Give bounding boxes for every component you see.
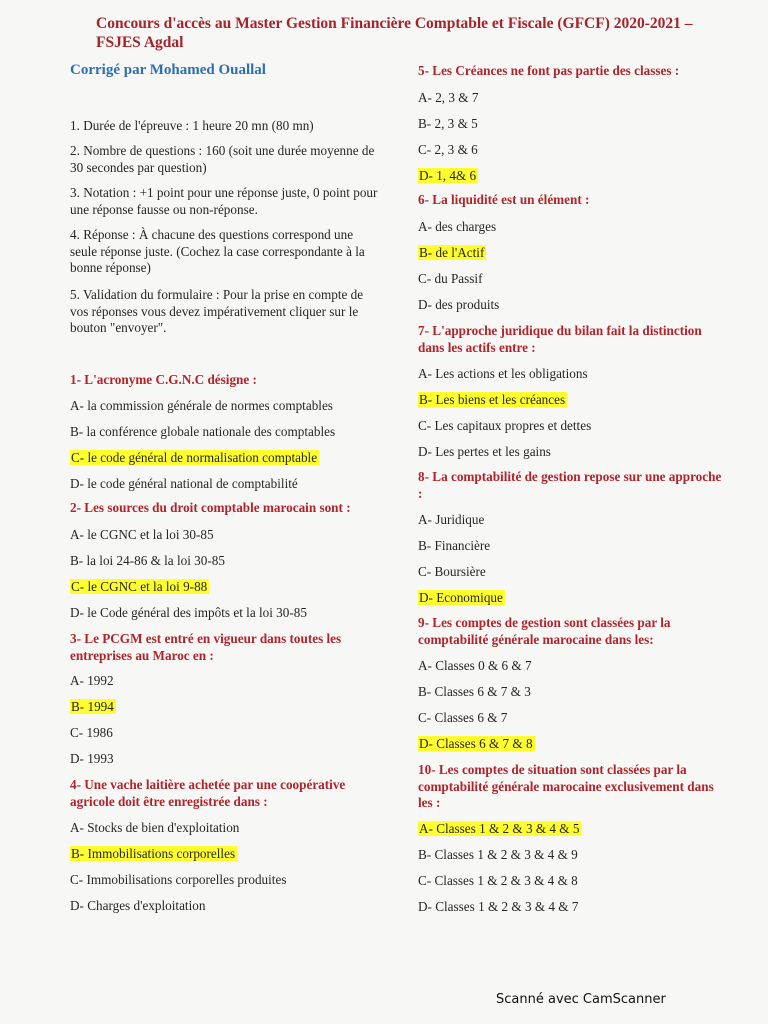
question-10: 10- Les comptes de situation sont classées par la comptabilité générale marocaine exclusivement dans les :	[418, 762, 714, 810]
answer-text: B- Classes 1 & 2 & 3 & 4 & 9	[418, 847, 578, 862]
correct-answer-highlight: D- 1, 4& 6	[419, 168, 477, 183]
question-3: 3- Le PCGM est entré en vigueur dans toutes les entreprises au Maroc en :	[70, 631, 342, 663]
answer-text: B- la conférence globale nationale des comptables	[70, 424, 336, 439]
answer-option-4-c	[70, 871, 286, 888]
correct-answer-highlight: D- Classes 6 & 7 & 8	[419, 736, 533, 751]
question-2: 2- Les sources du droit comptable marocain sont :	[70, 500, 351, 515]
answer-option-9-b	[418, 683, 531, 700]
instruction-2: 2. Nombre de questions : 160 (soit une durée moyenne de 30 secondes par question)	[70, 143, 375, 175]
correct-answer-highlight: D- Economique	[419, 590, 503, 605]
answer-text: C- Boursière	[418, 564, 486, 579]
answer-option-2-a	[70, 526, 214, 543]
answer-option-6-c	[418, 270, 482, 287]
answer-option-8-d	[418, 589, 505, 606]
document-title: Concours d'accès au Master Gestion Financière Comptable et Fiscale (GFCF) 2020-2021 – FSJES Agdal	[96, 15, 693, 51]
answer-option-8-c	[418, 563, 486, 580]
answer-text: D- Classes 1 & 2 & 3 & 4 & 7	[418, 899, 579, 914]
answer-text: D- Les pertes et les gains	[418, 444, 551, 459]
answer-text: A- Stocks de bien d'exploitation	[70, 820, 240, 835]
answer-text: A- 2, 3 & 7	[418, 90, 479, 105]
answer-option-8-b	[418, 537, 490, 554]
answer-option-5-d	[418, 167, 478, 184]
answer-option-10-d	[418, 898, 578, 915]
answer-option-7-d	[418, 443, 551, 460]
answer-text: A- Les actions et les obligations	[418, 366, 588, 381]
correct-answer-highlight: B- Les biens et les créances	[419, 392, 566, 407]
question-9: 9- Les comptes de gestion sont classées par la comptabilité générale marocaine dans les:	[418, 615, 671, 647]
correct-answer-highlight: C- le code général de normalisation comptable	[71, 450, 318, 465]
answer-text: D- des produits	[418, 297, 500, 312]
answer-option-1-a	[70, 397, 333, 414]
answer-text: A- Classes 0 & 6 & 7	[418, 658, 532, 673]
answer-option-9-c	[418, 709, 507, 726]
question-7: 7- L'approche juridique du bilan fait la distinction dans les actifs entre :	[418, 323, 702, 355]
answer-option-7-a	[418, 365, 588, 382]
correct-answer-highlight: C- le CGNC et la loi 9-88	[71, 579, 208, 594]
instruction-1: 1. Durée de l'épreuve : 1 heure 20 mn (80 mn)	[70, 118, 314, 133]
answer-option-4-d	[70, 897, 205, 914]
instruction-5: 5. Validation du formulaire : Pour la prise en compte de vos réponses vous devez impérativement cliquer sur le bouton "envoyer".	[70, 287, 364, 335]
answer-option-3-c	[70, 724, 113, 741]
answer-option-8-a	[418, 511, 484, 528]
answer-text: A- la commission générale de normes comptables	[70, 398, 333, 413]
answer-option-6-d	[418, 296, 499, 313]
answer-option-6-a	[418, 218, 496, 235]
answer-option-1-c	[70, 449, 319, 466]
answer-text: C- 2, 3 & 6	[418, 142, 478, 157]
answer-option-10-c	[418, 872, 578, 889]
answer-text: C- Classes 1 & 2 & 3 & 4 & 8	[418, 873, 578, 888]
question-6: 6- La liquidité est un élément :	[418, 192, 590, 207]
answer-option-3-a	[70, 672, 114, 689]
answer-text: B- Classes 6 & 7 & 3	[418, 684, 531, 699]
answer-text: B- 2, 3 & 5	[418, 116, 478, 131]
answer-option-3-b	[70, 698, 116, 715]
answer-option-9-a	[418, 657, 532, 674]
answer-text: B- la loi 24-86 & la loi 30-85	[70, 553, 225, 568]
answer-text: C- 1986	[70, 725, 113, 740]
answer-option-2-b	[70, 552, 225, 569]
question-5: 5- Les Créances ne font pas partie des classes :	[418, 63, 680, 78]
author-line: Corrigé par Mohamed Ouallal	[70, 62, 266, 78]
answer-text: A- des charges	[418, 219, 497, 234]
scanner-watermark: Scanné avec CamScanner	[496, 992, 666, 1007]
answer-option-7-b	[418, 391, 567, 408]
answer-option-2-d	[70, 604, 307, 621]
question-4: 4- Une vache laitière achetée par une coopérative agricole doit être enregistrée dans :	[70, 777, 346, 809]
correct-answer-highlight: A- Classes 1 & 2 & 3 & 4 & 5	[419, 821, 580, 836]
answer-option-3-d	[70, 750, 114, 767]
answer-text: C- Classes 6 & 7	[418, 710, 508, 725]
answer-text: C- Les capitaux propres et dettes	[418, 418, 592, 433]
answer-option-2-c	[70, 578, 209, 595]
answer-text: B- Financière	[418, 538, 491, 553]
answer-option-10-a	[418, 820, 581, 837]
answer-option-7-c	[418, 417, 591, 434]
answer-option-5-b	[418, 115, 478, 132]
correct-answer-highlight: B- de l'Actif	[419, 245, 485, 260]
answer-option-4-a	[70, 819, 239, 836]
answer-option-1-d	[70, 475, 298, 492]
question-8: 8- La comptabilité de gestion repose sur une approche :	[418, 469, 722, 501]
instruction-4: 4. Réponse : À chacune des questions correspond une seule réponse juste. (Cochez la case correspondante à la bonne réponse)	[70, 227, 365, 275]
answer-option-5-a	[418, 89, 478, 106]
answer-text: D- le Code général des impôts et la loi 30-85	[70, 605, 307, 620]
answer-option-4-b	[70, 845, 237, 862]
answer-option-1-b	[70, 423, 335, 440]
correct-answer-highlight: B- 1994	[71, 699, 114, 714]
answer-option-6-b	[418, 244, 486, 261]
answer-text: C- Immobilisations corporelles produites	[70, 872, 287, 887]
answer-text: C- du Passif	[418, 271, 483, 286]
answer-option-9-d	[418, 735, 535, 752]
answer-option-5-c	[418, 141, 478, 158]
question-1: 1- L'acronyme C.G.N.C désigne :	[70, 372, 257, 387]
answer-text: A- Juridique	[418, 512, 485, 527]
correct-answer-highlight: B- Immobilisations corporelles	[71, 846, 236, 861]
answer-option-10-b	[418, 846, 578, 863]
answer-text: D- 1993	[70, 751, 114, 766]
instruction-3: 3. Notation : +1 point pour une réponse juste, 0 point pour une réponse fausse ou non-réponse.	[70, 185, 378, 217]
answer-text: A- 1992	[70, 673, 114, 688]
answer-text: D- le code général national de comptabilité	[70, 476, 298, 491]
answer-text: D- Charges d'exploitation	[70, 898, 206, 913]
answer-text: A- le CGNC et la loi 30-85	[70, 527, 214, 542]
